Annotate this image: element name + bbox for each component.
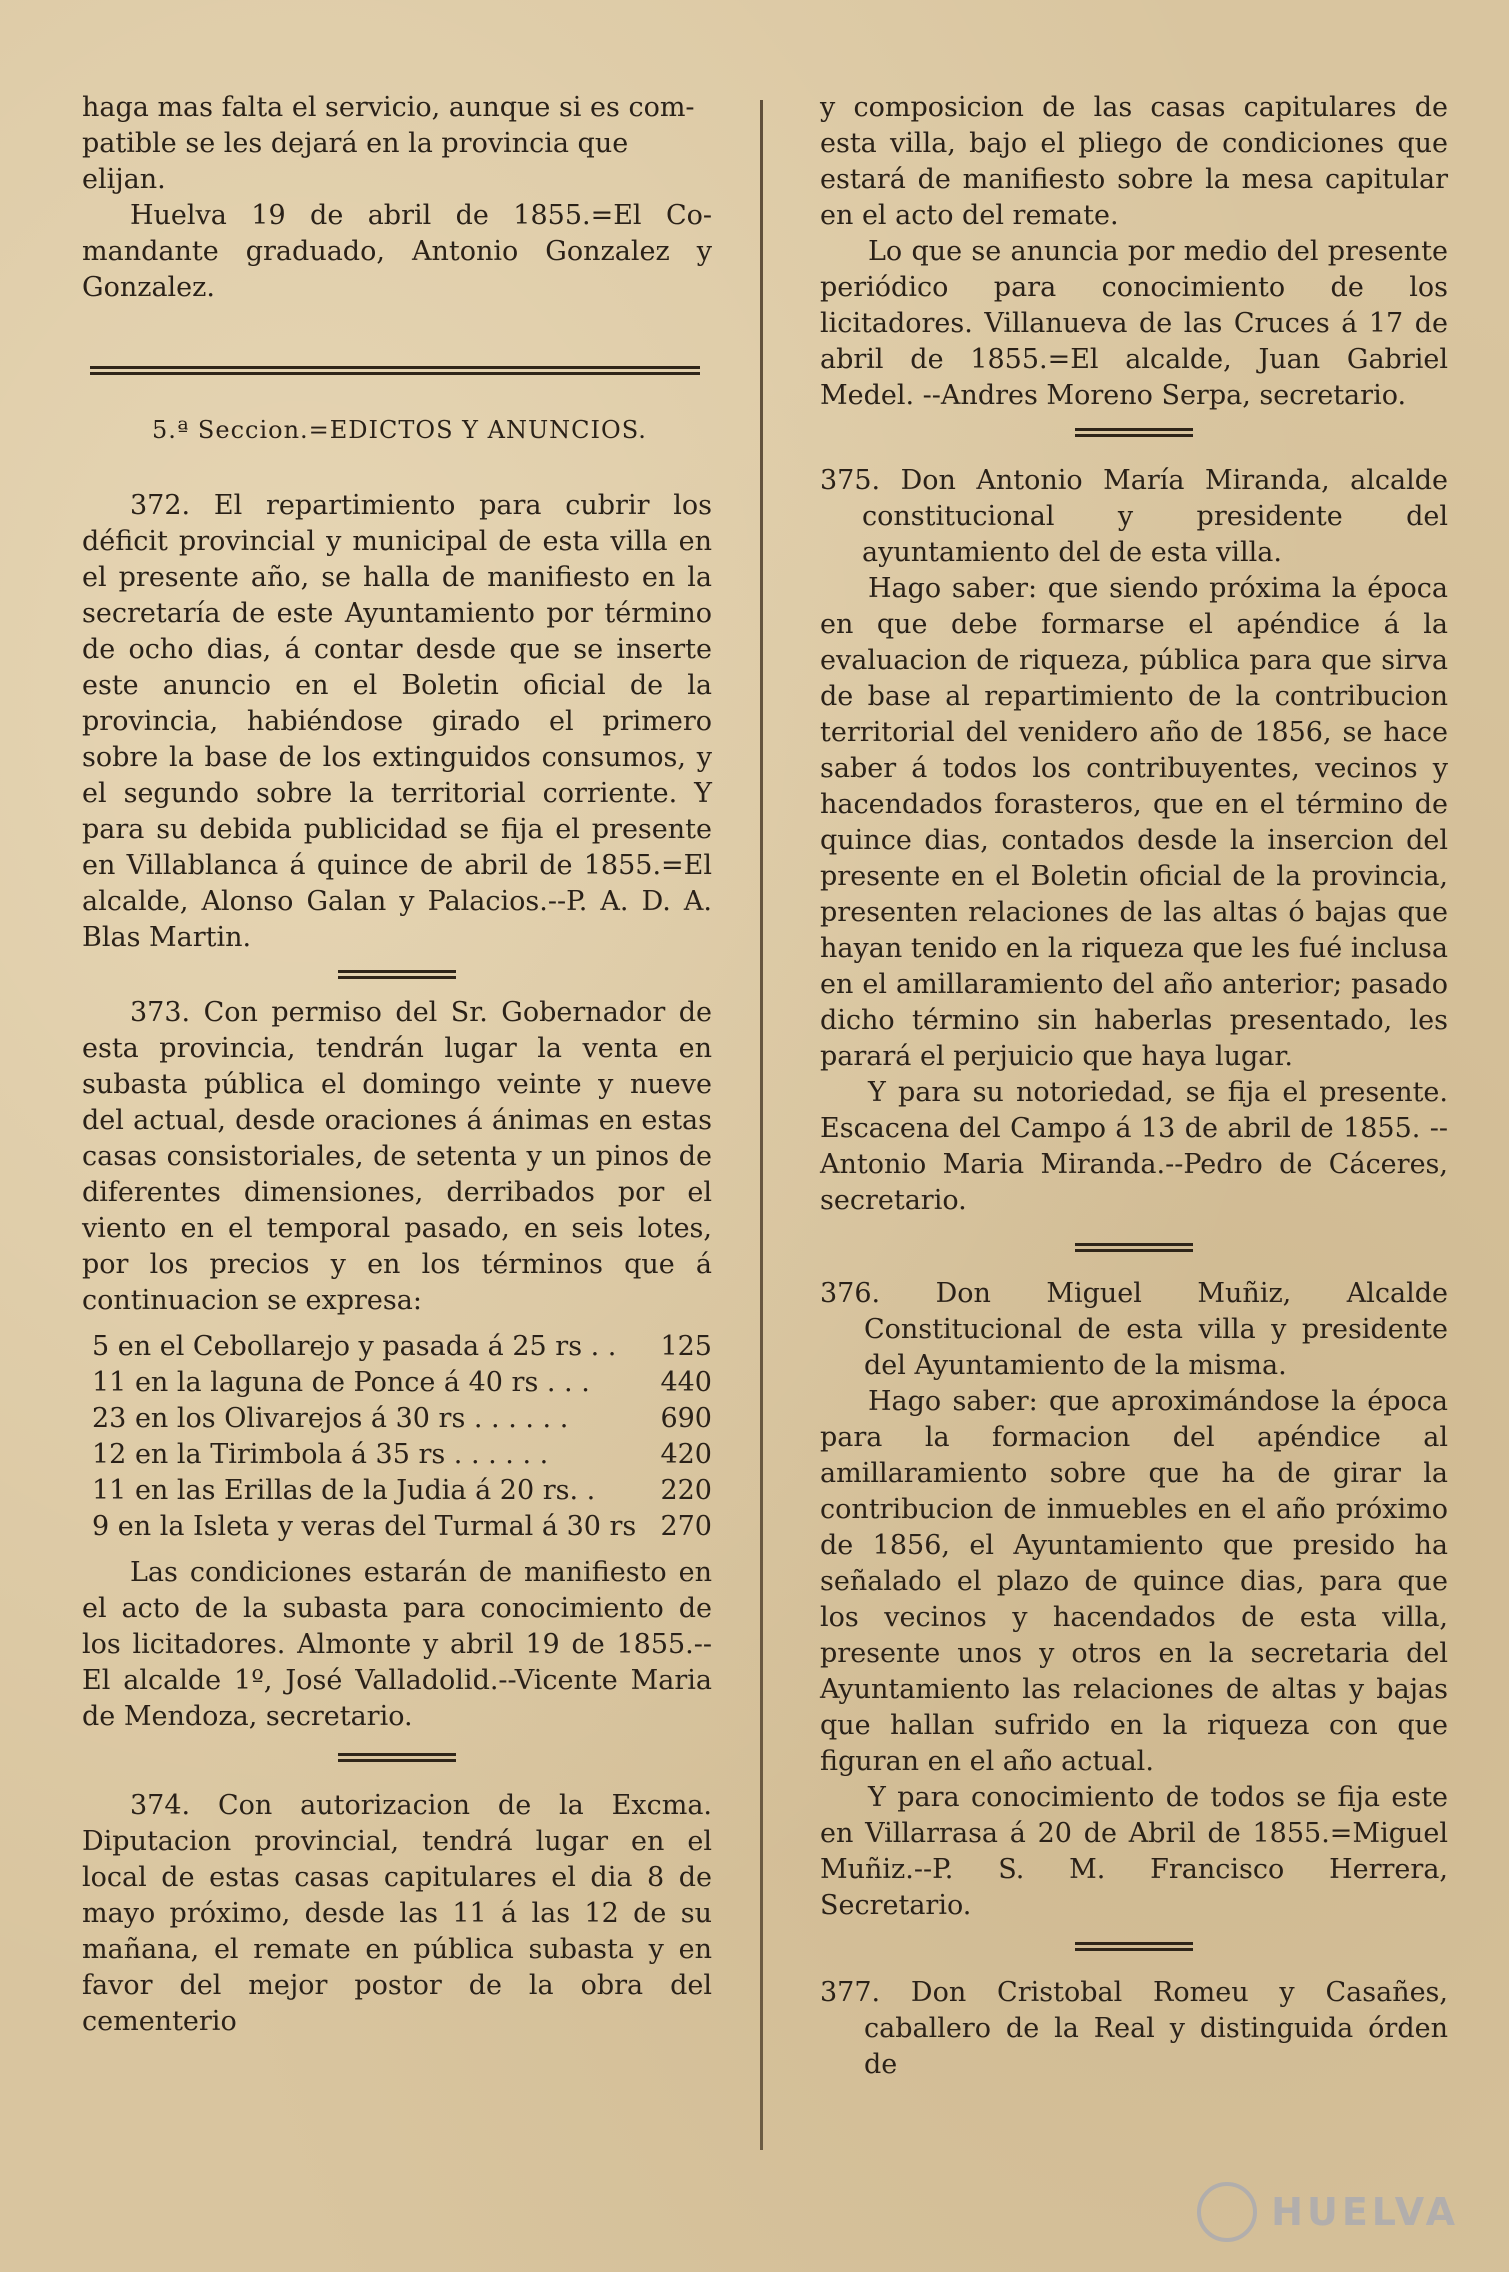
notice-375-heading: 375. Don Antonio María Miranda, alcalde constitucional y presidente del ayuntamiento del de esta villa. — [820, 465, 1448, 568]
lot-amount: 440 — [660, 1367, 712, 1398]
archive-watermark — [1197, 2182, 1459, 2242]
intro-text — [82, 90, 712, 198]
notice-377-heading: 377. Don Cristobal Romeu y Casañes, caballero de la Real y distinguida órden de — [820, 1977, 1448, 2080]
intro-line: elijan. — [82, 164, 166, 195]
lot-amount: 270 — [660, 1511, 712, 1542]
notice-373-conditions: Las condiciones estarán de manifiesto en el acto de la subasta para conocimiento de los licitadores. Almonte y abril 19 de 1855.--El alcalde 1º, José Valladolid.--Vicente Maria de Mendoza, secretario. — [82, 1557, 712, 1732]
notice-376-body: Hago saber: que aproximándose la época para la formacion del apéndice al amillaramiento sobre que ha de girar la contribucion de inmuebles en el año próximo de 1856, el Ayuntamiento que presido ha señalado el plazo de quince dias, para que los vecinos y hacendados de esta villa, presente unos y otros en la secretaria del Ayuntamiento las relaciones de altas y bajas que hallan sufrido en la riqueza con que figuran en el año actual. — [820, 1386, 1448, 1777]
lot-amount: 220 — [660, 1475, 712, 1506]
watermark-text: HUELVA — [1271, 2190, 1459, 2234]
notice-separator — [1075, 1243, 1193, 1252]
lots-list — [82, 1329, 712, 1545]
lot-desc: 11 en las Erillas de la Judia á 20 rs. . — [92, 1475, 596, 1506]
lot-row — [92, 1473, 712, 1509]
notice-376-signature: Y para conocimiento de todos se fija este en Villarrasa á 20 de Abril de 1855.=Miguel Muñiz.--P. S. M. Francisco Herrera, Secretario. — [820, 1782, 1448, 1921]
intro-signature: Huelva 19 de abril de 1855.=El Co- mandante graduado, Antonio Gonzalez y Gonzalez. — [82, 200, 712, 303]
notice-374: 374. Con autorizacion de la Excma. Diputacion provincial, tendrá lugar en el local de estas casas capitulares el dia 8 de mayo próximo, desde las 11 á las 12 de su mañana, el remate en pública subasta y en favor del mejor postor de la obra del cementerio — [82, 1790, 712, 2037]
left-column — [82, 90, 712, 2040]
section-rule — [90, 366, 700, 376]
lot-row — [92, 1509, 712, 1545]
notice-separator — [1075, 428, 1193, 437]
notice-375-body: Hago saber: que siendo próxima la época en que debe formarse el apéndice á la evaluacion de riqueza, pública para que sirva de base al repartimiento de la contribucion territorial del venidero año de 1856, se hace saber á todos los contribuyentes, vecinos y hacendados forasteros, que en el término de quince dias, contados desde la insercion del presente en el Boletin oficial de la provincia, presenten relaciones de las altas ó bajas que hayan tenido en la riqueza que les fué inclusa en el amillaramiento del año anterior; pasado dicho término sin haberlas presentado, les parará el perjuicio que haya lugar. — [820, 573, 1448, 1072]
lot-amount: 690 — [660, 1403, 712, 1434]
notice-374-closing: Lo que se anuncia por medio del presente periódico para conocimiento de los licitadores. Villanueva de las Cruces á 17 de abril de 1855.=El alcalde, Juan Gabriel Medel. --Andres Moreno Serpa, secretario. — [820, 236, 1448, 411]
lot-row — [92, 1437, 712, 1473]
lot-desc: 23 en los Olivarejos á 30 rs . . . . . . — [92, 1403, 569, 1434]
lot-row — [92, 1329, 712, 1365]
notice-376-heading: 376. Don Miguel Muñiz, Alcalde Constitucional de esta villa y presidente del Ayuntamiento de la misma. — [820, 1278, 1448, 1381]
lot-desc: 12 en la Tirimbola á 35 rs . . . . . . — [92, 1439, 549, 1470]
lot-row — [92, 1365, 712, 1401]
seal-icon — [1197, 2182, 1257, 2242]
lot-row — [92, 1401, 712, 1437]
notice-373: 373. Con permiso del Sr. Gobernador de esta provincia, tendrán lugar la venta en subasta pública el domingo veinte y nueve del actual, desde oraciones á ánimas en estas casas consistoriales, de setenta y un pinos de diferentes dimensiones, derribados por el viento en el temporal pasado, en seis lotes, por los precios y en los términos que á continuacion se expresa: — [82, 997, 712, 1316]
lot-amount: 125 — [660, 1331, 712, 1362]
notice-375-signature: Y para su notoriedad, se fija el presente. Escacena del Campo á 13 de abril de 1855. --Antonio Maria Miranda.--Pedro de Cáceres, secretario. — [820, 1077, 1448, 1216]
lot-desc: 9 en la Isleta y veras del Turmal á 30 rs — [92, 1511, 637, 1542]
right-column — [820, 90, 1448, 2083]
lot-desc: 11 en la laguna de Ponce á 40 rs . . . — [92, 1367, 590, 1398]
lot-desc: 5 en el Cebollarejo y pasada á 25 rs . . — [92, 1331, 617, 1362]
column-divider — [760, 100, 763, 2150]
notice-separator — [338, 1753, 456, 1762]
notice-separator — [338, 970, 456, 979]
notice-separator — [1075, 1942, 1193, 1951]
lot-amount: 420 — [660, 1439, 712, 1470]
intro-line: patible se les dejará en la provincia que — [82, 128, 629, 159]
notice-374-continued: y composicion de las casas capitulares de esta villa, bajo el pliego de condiciones que estará de manifiesto sobre la mesa capitular en el acto del remate. — [820, 92, 1448, 231]
intro-line: haga mas falta el servicio, aunque si es com- — [82, 92, 695, 123]
section-heading: 5.ª Seccion.=EDICTOS Y ANUNCIOS. — [152, 416, 647, 444]
notice-372: 372. El repartimiento para cubrir los déficit provincial y municipal de esta villa en el presente año, se halla de manifiesto en la secretaría de este Ayuntamiento por término de ocho dias, á contar desde que se inserte este anuncio en el Boletin oficial de la provincia, habiéndose girado el primero sobre la base de los extinguidos consumos, y el segundo sobre la territorial corriente. Y para su debida publicidad se fija el presente en Villablanca á quince de abril de 1855.=El alcalde, Alonso Galan y Palacios.--P. A. D. A. Blas Martin. — [82, 490, 712, 953]
